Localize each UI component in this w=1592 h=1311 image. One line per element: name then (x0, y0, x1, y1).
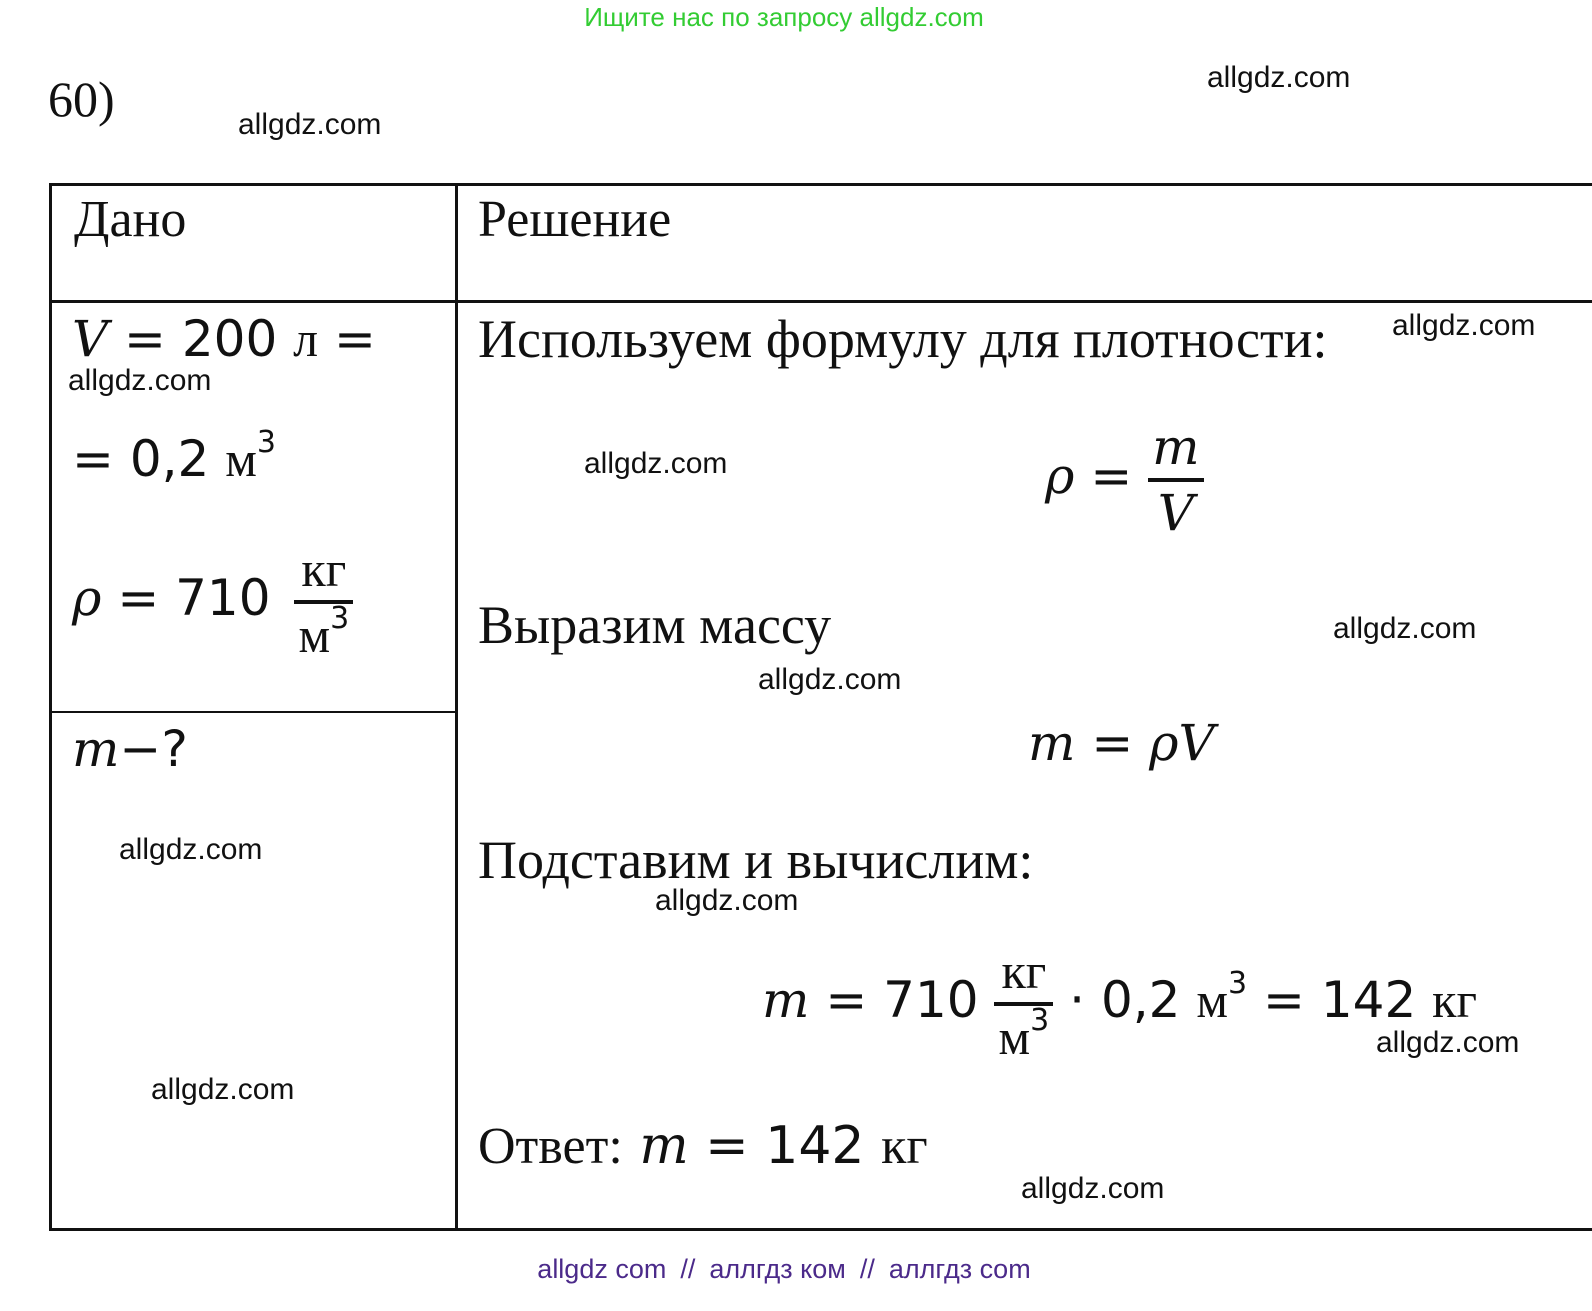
watermark: allgdz.com (1392, 309, 1536, 342)
watermark: allgdz.com (119, 833, 263, 866)
table-left-border (49, 183, 52, 1231)
watermark: allgdz.com (1333, 612, 1477, 645)
volume-si-unit: м (225, 431, 257, 487)
volume-value: 200 (181, 310, 278, 368)
volume-var: V (72, 310, 109, 368)
footer: allgdz com // аллгдз ком // аллгдз com (537, 1254, 1031, 1284)
table-bottom-border (49, 1228, 1592, 1231)
solution-header: Решение (478, 191, 672, 248)
given-volume-si: = 0,2 $м^3$ (72, 425, 276, 488)
table-column-divider (455, 183, 458, 1231)
given-volume: V = 200 л = (72, 310, 376, 368)
density-formula: ρ = $\frac{m}{V}$ (1045, 418, 1204, 542)
calculation: m = 710 $\frac{кг}{м^3}$ · 0,2 $м^3 = 142$ кг (762, 943, 1477, 1065)
step1-text: Используем формулу для плотности: (478, 309, 1328, 369)
given-find-divider (49, 711, 457, 713)
footer-link[interactable]: аллгдз com (888, 1254, 1031, 1284)
problem-number: 60) (48, 71, 115, 127)
watermark: allgdz.com (151, 1073, 295, 1106)
table-header-divider (49, 300, 1592, 303)
mass-formula: m = ρV (1028, 714, 1215, 772)
density-var: ρ (72, 569, 102, 627)
volume-si-value: 0,2 (129, 430, 210, 488)
watermark: allgdz.com (238, 108, 382, 141)
watermark: allgdz.com (584, 447, 728, 480)
watermark: allgdz.com (758, 663, 902, 696)
given-density: ρ = 710 $\frac{кг}{м^3}$ (72, 540, 353, 664)
answer-value: 142 (765, 1116, 865, 1176)
find-unknown: m−? (72, 720, 188, 778)
step2-text: Выразим массу (478, 595, 832, 655)
footer-link[interactable]: аллгдз ком (709, 1254, 846, 1284)
step3-text: Подставим и вычислим: (478, 830, 1034, 890)
watermark: allgdz.com (1021, 1172, 1165, 1205)
density-unit-fraction: $\frac{кг}{м^3}$ (294, 540, 353, 664)
answer: Ответ: m = 142 кг (478, 1116, 928, 1176)
volume-unit: л (293, 311, 319, 367)
answer-label: Ответ: (478, 1118, 623, 1175)
watermark: allgdz.com (68, 364, 212, 397)
table-top-border (49, 183, 1592, 186)
header-banner: Ищите нас по запросу allgdz.com (584, 2, 984, 32)
watermark: allgdz.com (1207, 61, 1351, 94)
footer-link[interactable]: allgdz com (537, 1254, 667, 1284)
density-value: 710 (175, 569, 271, 627)
calc-result: 142 (1320, 971, 1417, 1029)
watermark: allgdz.com (1376, 1026, 1520, 1059)
given-header: Дано (74, 191, 187, 248)
watermark: allgdz.com (655, 884, 799, 917)
